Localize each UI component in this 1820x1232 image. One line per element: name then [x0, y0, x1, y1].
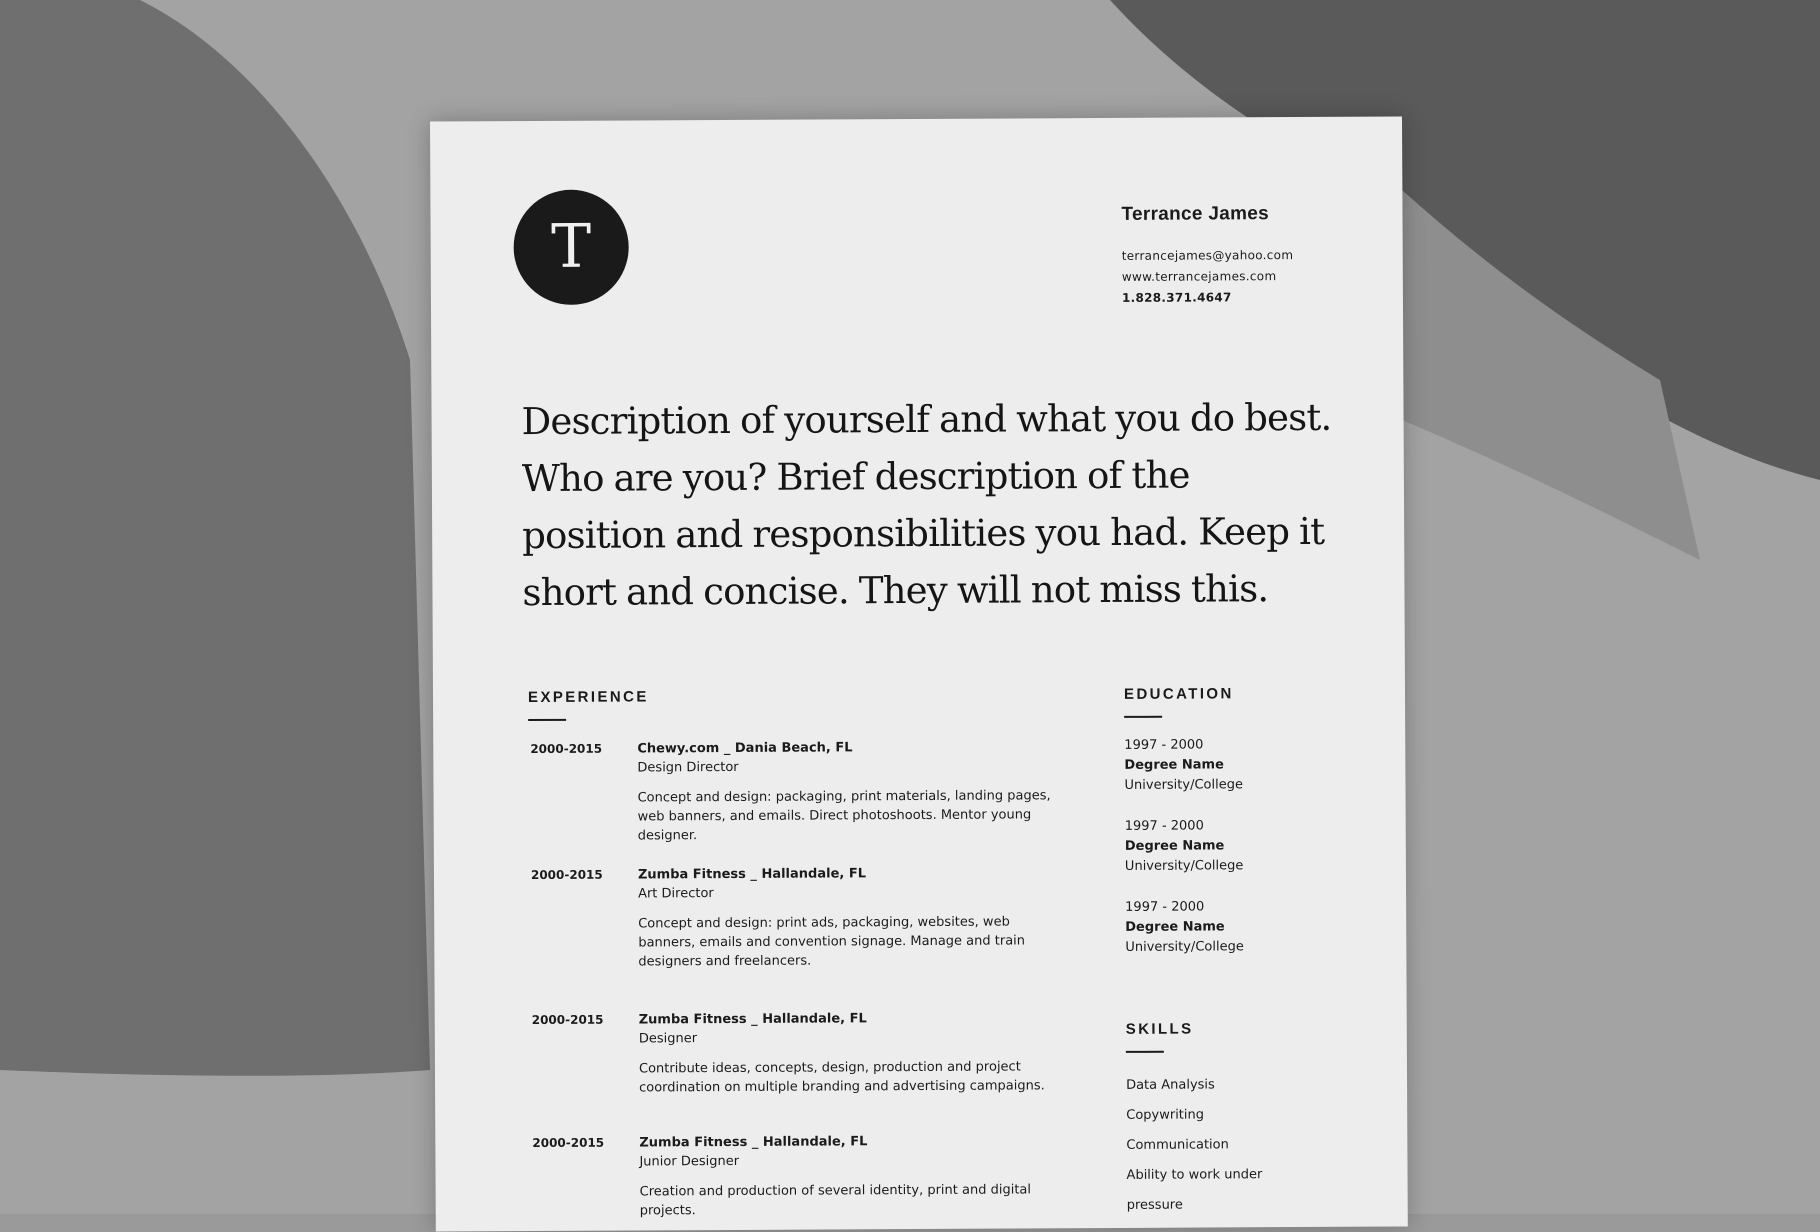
education-school: University/College: [1124, 777, 1243, 793]
website-text: www.terrancejames.com: [1121, 269, 1277, 284]
skill-item: Ability to work under: [1126, 1167, 1263, 1183]
job-company: Chewy.com _ Dania Beach, FL: [637, 740, 853, 757]
job-company: Zumba Fitness _ Hallandale, FL: [638, 1011, 867, 1028]
job-years: 2000-2015: [530, 741, 603, 757]
education-years: 1997 - 2000: [1124, 818, 1204, 834]
education-entry: [1125, 897, 1385, 958]
experience-entry: [528, 737, 1088, 844]
email-text: terrancejames@yahoo.com: [1121, 248, 1294, 263]
education-school: University/College: [1124, 858, 1244, 874]
skills-heading: SKILLS: [1125, 1020, 1194, 1038]
education-years: 1997 - 2000: [1125, 899, 1205, 915]
job-years: 2000-2015: [532, 1135, 605, 1151]
job-role: Art Director: [638, 886, 714, 902]
skill-item: pressure: [1126, 1197, 1183, 1213]
job-years: 2000-2015: [531, 1012, 604, 1028]
job-description: Concept and design: packaging, print materials, landing pages, web banners, and emails. Direct photoshoots. Mentor young designer.: [637, 788, 1051, 844]
skills-section: [1126, 1020, 1387, 1221]
education-entry: [1124, 735, 1384, 796]
education-years: 1997 - 2000: [1124, 737, 1204, 753]
education-degree: Degree Name: [1124, 757, 1224, 773]
job-company: Zumba Fitness _ Hallandale, FL: [639, 1134, 868, 1151]
job-description: Contribute ideas, concepts, design, production and project coordination on multiple branding and advertising campaigns.: [638, 1059, 1045, 1096]
experience-entry: [529, 863, 1089, 970]
education-school: University/College: [1125, 939, 1244, 955]
skill-item: Communication: [1126, 1137, 1229, 1153]
job-description: Creation and production of several identity, print and digital projects.: [639, 1182, 1032, 1219]
job-description: Concept and design: print ads, packaging, websites, web banners, emails and convention signage. Manage and train designers and freelancers.: [638, 914, 1026, 970]
job-years: 2000-2015: [530, 867, 603, 883]
contact-block: [1121, 203, 1382, 309]
job-company: Zumba Fitness _ Hallandale, FL: [637, 866, 867, 883]
experience-divider: [528, 719, 566, 721]
experience-heading: EXPERIENCE: [527, 688, 649, 707]
job-role: Designer: [638, 1031, 698, 1047]
education-entry: [1125, 816, 1385, 877]
phone-text: 1.828.371.4647: [1121, 290, 1232, 305]
resume-page: [430, 116, 1408, 1231]
education-section: [1124, 685, 1386, 979]
job-role: Design Director: [637, 759, 739, 776]
education-heading: EDUCATION: [1123, 685, 1234, 703]
intro-statement: Description of yourself and what you do best. Who are you? Brief description of the position and responsibilities you had. Keep it short and concise. They will not miss this.: [521, 395, 1332, 615]
candidate-name: Terrance James: [1121, 203, 1270, 225]
monogram-logo: T: [513, 190, 629, 306]
education-degree: Degree Name: [1124, 838, 1225, 854]
skill-item: Copywriting: [1126, 1107, 1205, 1123]
skill-item: Data Analysis: [1126, 1077, 1215, 1093]
job-role: Junior Designer: [639, 1153, 740, 1170]
experience-section: [527, 686, 1088, 1219]
experience-entry: [530, 1008, 1090, 1096]
education-degree: Degree Name: [1125, 919, 1225, 935]
experience-entry: [530, 1131, 1090, 1219]
